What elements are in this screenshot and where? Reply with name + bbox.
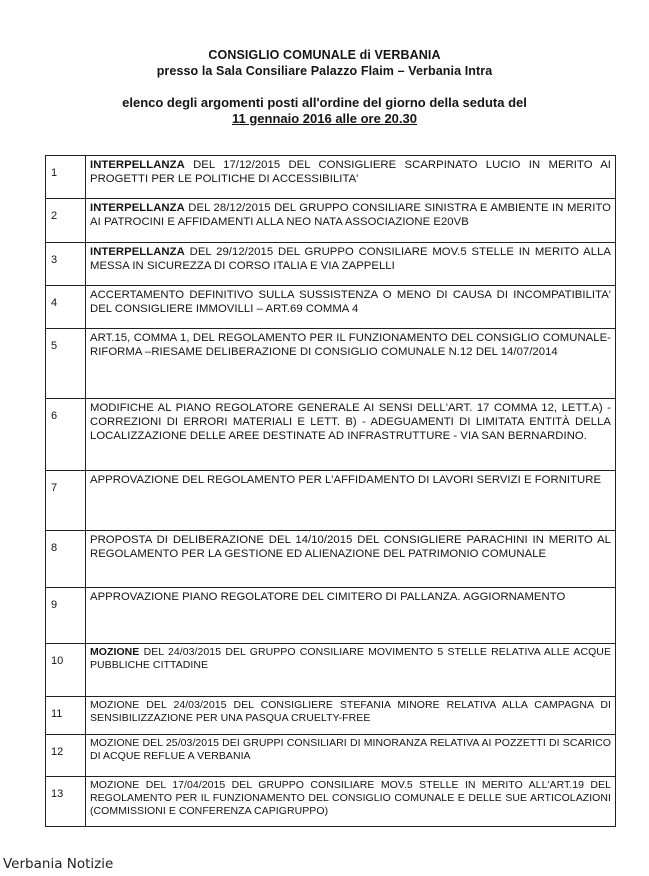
watermark-text: Verbania Notizie <box>3 856 114 872</box>
item-number: 11 <box>46 697 86 735</box>
item-number: 1 <box>46 156 86 199</box>
item-number: 4 <box>46 286 86 329</box>
council-title: CONSIGLIO COMUNALE di VERBANIA <box>208 48 441 62</box>
item-type: INTERPELLANZA <box>90 159 185 171</box>
item-number: 7 <box>46 471 86 531</box>
item-type: INTERPELLANZA <box>90 202 185 214</box>
item-description: MOZIONE DEL 17/04/2015 DEL GRUPPO CONSILIARE MOV.5 STELLE IN MERITO ALL'ART.19 DEL REGOLAMENTO PER IL FUNZIONAMENTO DEL CONSIGLIO COMUNALE E DELLE SUE ARTICOLAZIONI (COMMISSIONI E CONFERENZA CAPIGRUPPO) <box>86 777 616 827</box>
item-description: MOZIONE DEL 25/03/2015 DEI GRUPPI CONSILIARI DI MINORANZA RELATIVA AI POZZETTI DI SCARICO DI ACQUE REFLUE A VERBANIA <box>86 735 616 777</box>
item-description: INTERPELLANZA DEL 17/12/2015 DEL CONSIGLIERE SCARPINATO LUCIO IN MERITO AI PROGETTI PER LE POLITICHE DI ACCESSIBILITA' <box>86 156 616 199</box>
item-description: ART.15, COMMA 1, DEL REGOLAMENTO PER IL FUNZIONAMENTO DEL CONSIGLIO COMUNALE- RIFORMA –RIESAME DELIBERAZIONE DI CONSIGLIO COMUNALE N.12 DEL 14/07/2014 <box>86 329 616 399</box>
item-type: INTERPELLANZA <box>90 246 185 258</box>
item-number: 8 <box>46 531 86 588</box>
agenda-row <box>46 471 616 531</box>
item-number: 3 <box>46 243 86 286</box>
agenda-table <box>45 155 616 827</box>
agenda-row <box>46 286 616 329</box>
agenda-row <box>46 199 616 243</box>
item-description: PROPOSTA DI DELIBERAZIONE DEL 14/10/2015 DEL CONSIGLIERE PARACHINI IN MERITO AL REGOLAMENTO PER LA GESTIONE ED ALIENAZIONE DEL PATRIMONIO COMUNALE <box>86 531 616 588</box>
agenda-row <box>46 697 616 735</box>
agenda-row <box>46 588 616 644</box>
item-number: 5 <box>46 329 86 399</box>
agenda-row <box>46 243 616 286</box>
agenda-row <box>46 644 616 697</box>
agenda-row <box>46 399 616 471</box>
item-description: APPROVAZIONE PIANO REGOLATORE DEL CIMITERO DI PALLANZA. AGGIORNAMENTO <box>86 588 616 644</box>
item-number: 10 <box>46 644 86 697</box>
item-description: APPROVAZIONE DEL REGOLAMENTO PER L'AFFIDAMENTO DI LAVORI SERVIZI E FORNITURE <box>86 471 616 531</box>
session-date <box>0 111 649 126</box>
item-description: MODIFICHE AL PIANO REGOLATORE GENERALE AI SENSI DELL'ART. 17 COMMA 12, LETT.A) - CORREZIONI DI ERRORI MATERIALI E LETT. B) - ADEGUAMENTI DI LIMITATA ENTITÀ DELLA LOCALIZZAZIONE DELLE AREE DESTINATE AD INFRASTRUTTURE - VIA SAN BERNARDINO. <box>86 399 616 471</box>
item-number: 13 <box>46 777 86 827</box>
agenda-intro: elenco degli argomenti posti all'ordine del giorno della seduta del <box>122 95 527 110</box>
item-number: 6 <box>46 399 86 471</box>
item-description: INTERPELLANZA DEL 29/12/2015 DEL GRUPPO CONSILIARE MOV.5 STELLE IN MERITO ALLA MESSA IN SICUREZZA DI CORSO ITALIA E VIA ZAPPELLI <box>86 243 616 286</box>
venue-subtitle: presso la Sala Consiliare Palazzo Flaim – Verbania Intra <box>156 64 493 78</box>
item-description: INTERPELLANZA DEL 28/12/2015 DEL GRUPPO CONSILIARE SINISTRA E AMBIENTE IN MERITO AI PATROCINI E AFFIDAMENTI ALLA NEO NATA ASSOCIAZIONE E20VB <box>86 199 616 243</box>
session-date-text: 11 gennaio 2016 alle ore 20.30 <box>231 111 417 126</box>
item-type: MOZIONE <box>90 646 140 658</box>
item-description: ACCERTAMENTO DEFINITIVO SULLA SUSSISTENZA O MENO DI CAUSA DI INCOMPATIBILITA' DEL CONSIGLIERE IMMOVILLI – ART.69 COMMA 4 <box>86 286 616 329</box>
item-number: 12 <box>46 735 86 777</box>
agenda-row <box>46 531 616 588</box>
agenda-row <box>46 735 616 777</box>
item-number: 2 <box>46 199 86 243</box>
item-description: MOZIONE DEL 24/03/2015 DEL CONSIGLIERE STEFANIA MINORE RELATIVA ALLA CAMPAGNA DI SENSIBILIZZAZIONE PER UNA PASQUA CRUELTY-FREE <box>86 697 616 735</box>
item-description: MOZIONE DEL 24/03/2015 DEL GRUPPO CONSILIARE MOVIMENTO 5 STELLE RELATIVA ALLE ACQUE PUBBLICHE CITTADINE <box>86 644 616 697</box>
agenda-row <box>46 777 616 827</box>
item-number: 9 <box>46 588 86 644</box>
agenda-row <box>46 329 616 399</box>
agenda-row <box>46 156 616 199</box>
